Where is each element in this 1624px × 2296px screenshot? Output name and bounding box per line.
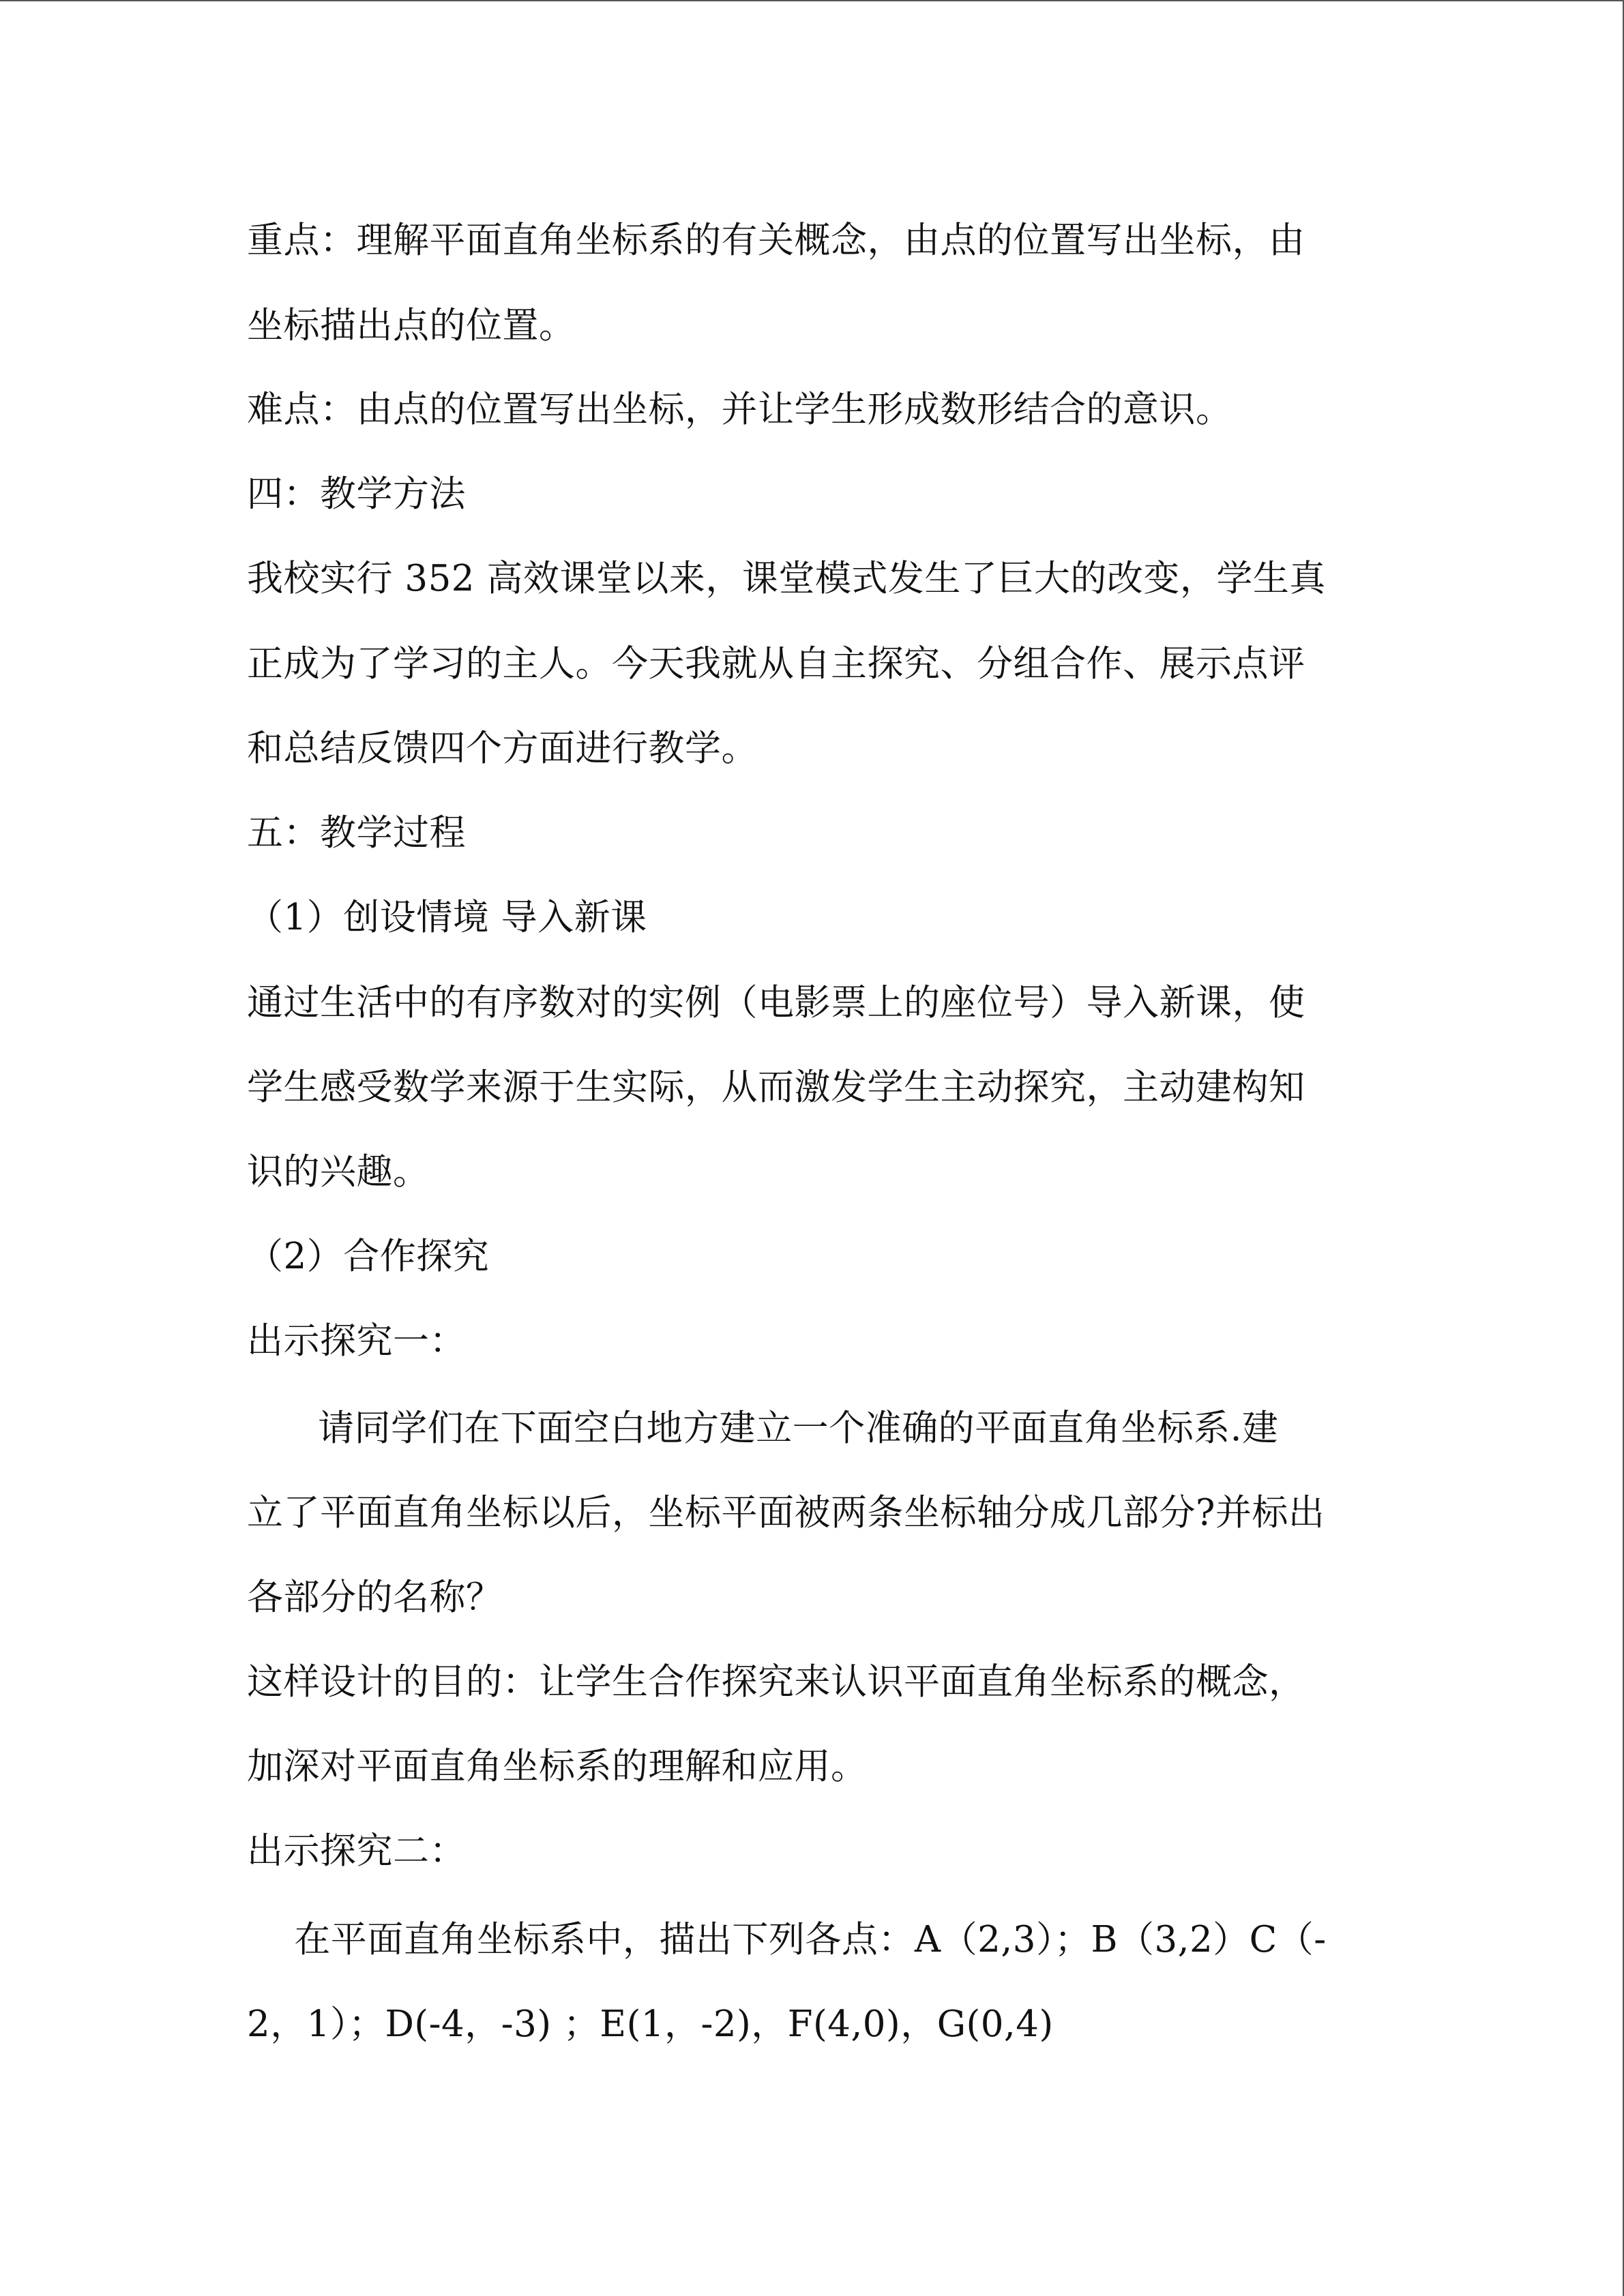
- text-line: 难点：由点的位置写出坐标，并让学生形成数形结合的意识。: [247, 389, 1232, 430]
- page-top-border: [0, 0, 1624, 1]
- text-line: 学生感受数学来源于生实际，从而激发学生主动探究，主动建构知: [247, 1067, 1305, 1108]
- text-line: 和总结反馈四个方面进行教学。: [247, 728, 758, 769]
- section-heading: 四：教学方法: [247, 473, 466, 515]
- text-line: 出示探究一：: [247, 1320, 466, 1362]
- text-line: 坐标描出点的位置。: [247, 305, 576, 346]
- text-line: 在平面直角坐标系中，描出下列各点：A（2,3）；B（3,2）C（-: [247, 1919, 1327, 1960]
- subsection-heading: （2）合作探究: [247, 1236, 490, 1277]
- text-line: 通过生活中的有序数对的实例（电影票上的座位号）导入新课，使: [247, 982, 1305, 1024]
- section-heading: 五：教学过程: [247, 812, 466, 854]
- text-line: 2，1）；D(-4，-3) ；E(1，-2)，F(4,0)，G(0,4): [247, 2003, 1054, 2045]
- text-line: 这样设计的目的：让学生合作探究来认识平面直角坐标系的概念，: [247, 1661, 1305, 1703]
- text-line: 各部分的名称？: [247, 1577, 503, 1618]
- text-line: 重点：理解平面直角坐标系的有关概念，由点的位置写出坐标，由: [247, 220, 1305, 261]
- text-line: 出示探究二：: [247, 1830, 466, 1872]
- text-line: 正成为了学习的主人。今天我就从自主探究、分组合作、展示点评: [247, 643, 1305, 685]
- subsection-heading: （1）创设情境 导入新课: [247, 897, 647, 938]
- text-line: 识的兴趣。: [247, 1151, 430, 1193]
- text-line: 立了平面直角坐标以后，坐标平面被两条坐标轴分成几部分?并标出: [247, 1492, 1325, 1534]
- text-line: 请同学们在下面空白地方建立一个准确的平面直角坐标系.建: [247, 1407, 1279, 1449]
- text-line: 我校实行 352 高效课堂以来，课堂模式发生了巨大的改变，学生真: [247, 558, 1326, 599]
- text-line: 加深对平面直角坐标系的理解和应用。: [247, 1746, 868, 1787]
